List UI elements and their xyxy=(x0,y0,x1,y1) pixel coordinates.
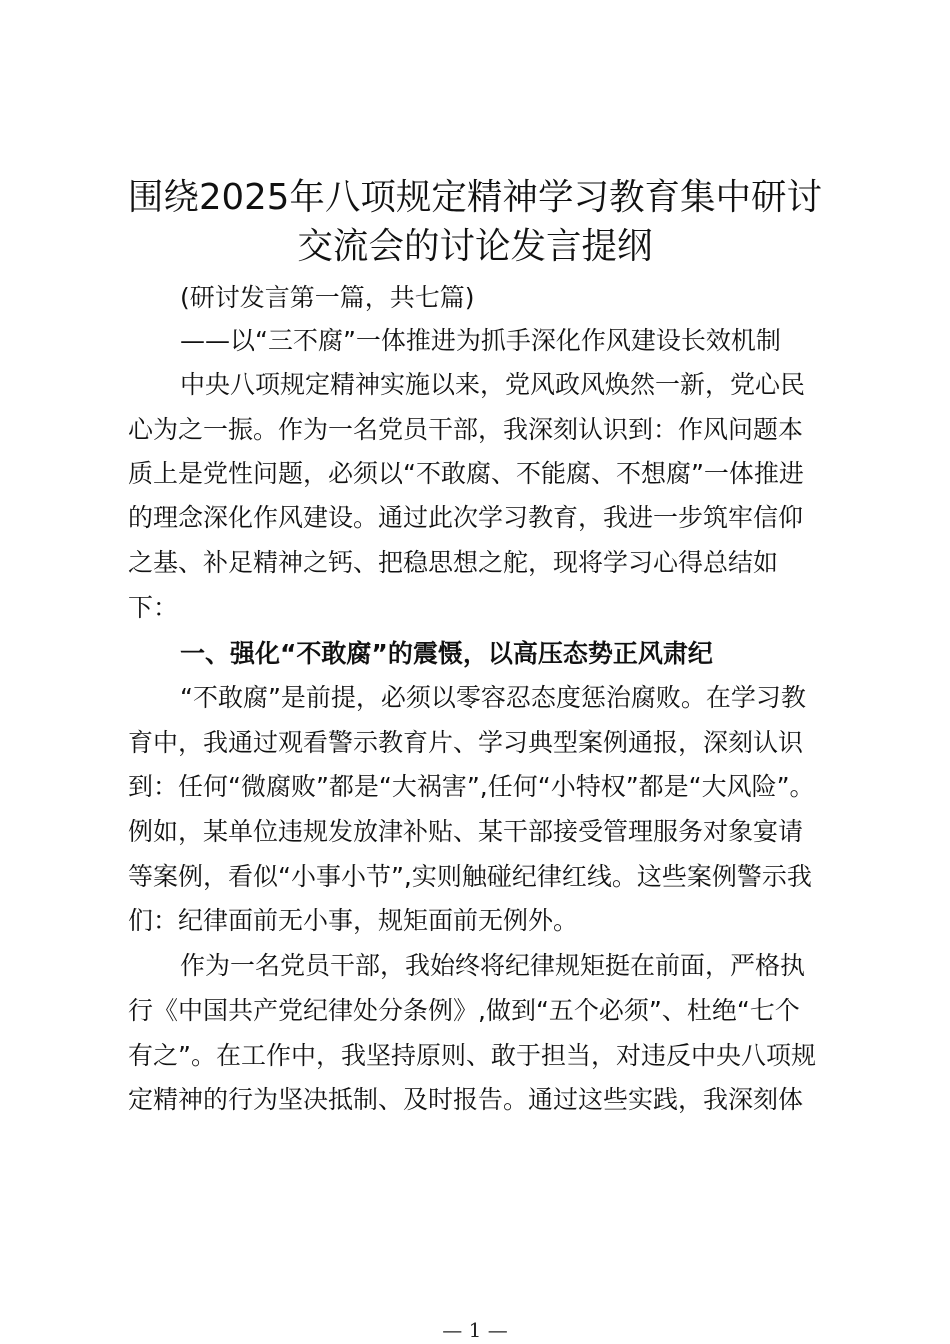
body-line: 下： xyxy=(128,593,179,622)
page-number: — 1 — xyxy=(442,1318,508,1342)
document-title-line-1: 围绕2025年八项规定精神学习教育集中研讨 xyxy=(127,177,823,218)
body-line: 的理念深化作风建设。通过此次学习教育，我进一步筑牢信仰 xyxy=(128,503,804,532)
body-line: 之基、补足精神之钙、把稳思想之舵，现将学习心得总结如 xyxy=(128,548,779,577)
body-line: 质上是党性问题，必须以“不敢腐、不能腐、不想腐”一体推进 xyxy=(128,459,804,488)
body-line: 例如，某单位违规发放津补贴、某干部接受管理服务对象宴请 xyxy=(128,817,804,846)
subtitle-theme: ——以“三不腐”一体推进为抓手深化作风建设长效机制 xyxy=(180,326,781,355)
body-line: 育中，我通过观看警示教育片、学习典型案例通报，深刻认识 xyxy=(128,728,804,757)
body-line: 作为一名党员干部，我始终将纪律规矩挺在前面，严格执 xyxy=(180,951,806,980)
body-line: 等案例，看似“小事小节”,实则触碰纪律红线。这些案例警示我 xyxy=(128,862,812,891)
body-line: 中央八项规定精神实施以来，党风政风焕然一新，党心民 xyxy=(180,370,806,399)
body-line: “不敢腐”是前提，必须以零容忍态度惩治腐败。在学习教 xyxy=(180,683,806,712)
body-line: 有之”。在工作中，我坚持原则、敢于担当，对违反中央八项规 xyxy=(128,1041,816,1070)
body-line: 行《中国共产党纪律处分条例》,做到“五个必须”、杜绝“七个 xyxy=(128,996,800,1025)
body-line: 定精神的行为坚决抵制、及时报告。通过这些实践，我深刻体 xyxy=(128,1085,804,1114)
body-line: 到：任何“微腐败”都是“大祸害”,任何“小特权”都是“大风险”。 xyxy=(128,772,815,801)
body-line: 心为之一振。作为一名党员干部，我深刻认识到：作风问题本 xyxy=(128,415,804,444)
body-line: 们：纪律面前无小事，规矩面前无例外。 xyxy=(128,906,579,935)
document-title-line-2: 交流会的讨论发言提纲 xyxy=(297,226,653,267)
section-heading-1: 一、强化“不敢腐”的震慑，以高压态势正风肃纪 xyxy=(180,639,713,668)
subtitle-series-note: (研讨发言第一篇，共七篇) xyxy=(180,283,475,312)
